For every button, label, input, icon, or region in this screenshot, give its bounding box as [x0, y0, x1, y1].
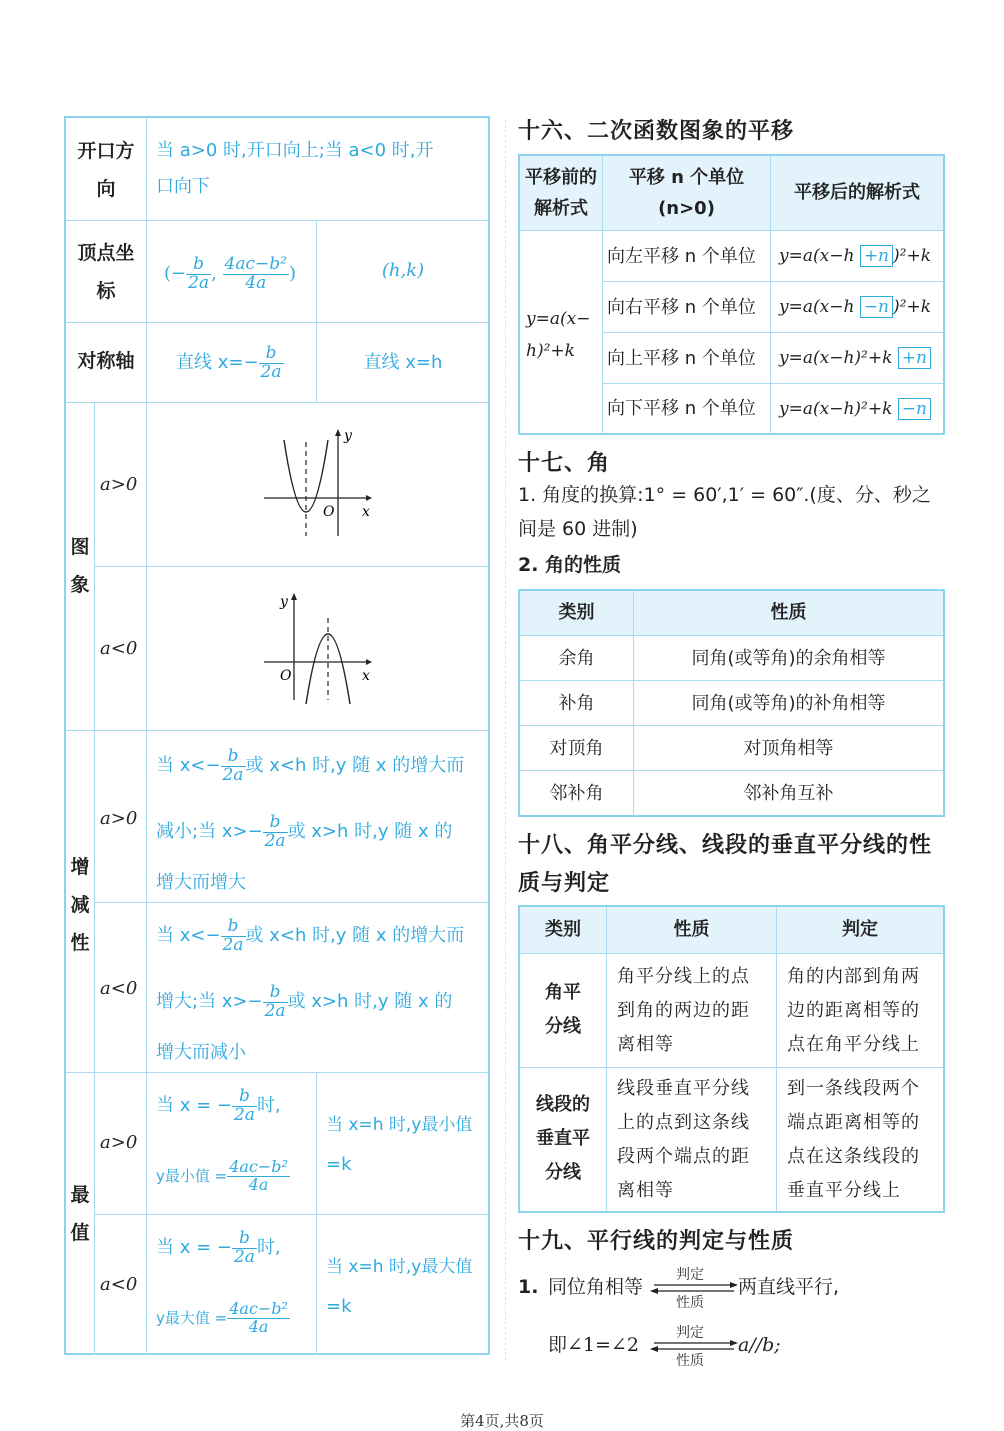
sec19-line2-left: 即∠1=∠2: [548, 1334, 639, 1356]
y-arrow: [291, 593, 297, 600]
arrow-head: [650, 1346, 658, 1352]
sec19-line2-right: a//b;: [738, 1334, 781, 1356]
arrow-head: [730, 1340, 738, 1346]
move-right: 向右平移 n 个单位: [602, 281, 770, 332]
prop-adjacent: 邻补角互补: [633, 770, 943, 815]
y-label: y: [344, 428, 352, 444]
ext-cond-neg: a<0: [100, 1274, 138, 1295]
arrow-head: [730, 1282, 738, 1288]
row-divider: [94, 902, 490, 903]
row-divider: [66, 1072, 490, 1073]
sec19-item1-left: 同位角相等: [548, 1276, 644, 1298]
bisector-table: [518, 905, 945, 1213]
opening-text-2: 口向下: [156, 176, 210, 197]
judge-perpendicular-bisector: 到一条线段两个 端点距离相等的 点在这条线段的 垂直平分线上: [776, 1067, 943, 1211]
row-divider: [66, 322, 490, 323]
th-after: 平移后的解析式: [770, 156, 943, 230]
type-adjacent: 邻补角: [520, 770, 633, 815]
move-left: 向左平移 n 个单位: [602, 230, 770, 281]
axis-label: 对称轴: [77, 350, 135, 372]
result-left: y=a(x−h +n )²+k: [770, 230, 943, 281]
prop-perpendicular-bisector: 线段垂直平分线 上的点到这条线 段两个端点的距 离相等: [606, 1067, 776, 1211]
x-label: x: [362, 668, 370, 684]
result-down: y=a(x−h)²+k −n: [770, 383, 943, 433]
col-divider: [316, 1072, 317, 1355]
y-label: y: [280, 594, 288, 610]
th-shift: 平移 n 个单位 (n>0): [602, 156, 770, 230]
row-divider: [94, 1214, 490, 1215]
arrow-top-label-2: 判定: [676, 1325, 704, 1341]
quadratic-properties-table: [64, 116, 490, 1355]
page-number: 第4页,共8页: [460, 1412, 544, 1430]
ext-pos-right-1: 当 x=h 时,y最小值: [326, 1115, 473, 1135]
type-vertical: 对顶角: [520, 725, 633, 770]
opening-label: 开口方向: [77, 140, 135, 200]
type-supplementary: 补角: [520, 680, 633, 725]
th-before: 平移前的 解析式: [520, 156, 602, 230]
result-up: y=a(x−h)²+k +n: [770, 332, 943, 383]
sec16-title: 十六、二次函数图象的平移: [518, 119, 795, 144]
type-complementary: 余角: [520, 635, 633, 680]
prop-complementary: 同角(或等角)的余角相等: [633, 635, 943, 680]
origin-label: O: [323, 504, 335, 520]
sec17-title: 十七、角: [518, 451, 611, 476]
ext-pos-l2: y最小值 = $\frac{\text{4ac−b²}}{4a}$: [156, 1157, 288, 1194]
row-divider: [94, 566, 490, 567]
angle-conversion-line1: 1. 角度的换算:1° = 60′,1′ = 60″.(度、分、秒之: [518, 484, 931, 506]
th-type: 类别: [520, 591, 633, 635]
opening-text-1: 当 a>0 时,开口向上;当 a<0 时,开: [156, 140, 434, 161]
ext-neg-l2: y最大值 = $\frac{\text{4ac−b²}}{4a}$: [156, 1299, 288, 1336]
sec19-item1-num: 1.: [518, 1276, 539, 1298]
col-divider: [94, 402, 95, 1355]
prop-supplementary: 同角(或等角)的补角相等: [633, 680, 943, 725]
x-arrow: [366, 495, 372, 501]
x-label: x: [362, 504, 370, 520]
axis-right: 直线 x=h: [363, 352, 443, 373]
sec18-title-2: 质与判定: [518, 871, 611, 896]
mono-neg-line1: 当 x<− $\frac{b}{2a}$ 或 x<h 时,y 随 x 的增大而: [156, 915, 465, 955]
judge-angle-bisector: 角的内部到角两 边的距离相等的 点在角平分线上: [776, 953, 943, 1067]
extreme-label: 最 值: [70, 1184, 90, 1244]
column-divider: [505, 120, 506, 1360]
mono-cond-pos: a>0: [100, 808, 138, 829]
axis-left: 直线 x=− $\frac{b}{2a}$: [176, 342, 282, 382]
th-judge: 判定: [776, 907, 943, 953]
type-perpendicular-bisector: 线段的 垂直平 分线: [520, 1067, 606, 1211]
monotonicity-label: 增 减 性: [70, 856, 90, 954]
move-down: 向下平移 n 个单位: [602, 383, 770, 433]
ext-cond-pos: a>0: [100, 1132, 138, 1153]
original-formula: y=a(x− h)²+k: [520, 230, 602, 433]
vertex-formula: (− $\frac{b}{2a}$ , $\frac{\text{4ac−b²}}{4a}$ ): [164, 253, 296, 293]
mono-neg-line2: 增大;当 x>− $\frac{b}{2a}$ 或 x>h 时,y 随 x 的: [156, 981, 453, 1021]
ext-neg-right-2: =k: [326, 1296, 352, 1317]
th-prop: 性质: [606, 907, 776, 953]
mono-neg-line3: 增大而减小: [156, 1042, 246, 1063]
angle-conversion-line2: 间是 60 进制): [518, 518, 638, 540]
downward-parabola-graph: [256, 588, 386, 708]
result-right: y=a(x−h −n )²+k: [770, 281, 943, 332]
arrow-head: [650, 1288, 658, 1294]
sec19-title: 十九、平行线的判定与性质: [518, 1229, 795, 1254]
prop-angle-bisector: 角平分线上的点 到角的两边的距 离相等: [606, 953, 776, 1067]
mono-pos-line2: 减小;当 x>− $\frac{b}{2a}$ 或 x>h 时,y 随 x 的: [156, 811, 453, 851]
th-prop: 性质: [633, 591, 943, 635]
parabola-curve: [284, 440, 328, 512]
sec19-item1-right: 两直线平行,: [738, 1276, 840, 1298]
row-divider: [66, 220, 490, 221]
ext-neg-l1: 当 x = − $\frac{b}{2a}$ 时,: [156, 1227, 281, 1267]
upward-parabola-graph: [256, 424, 386, 544]
arrow-bottom-label-1: 性质: [676, 1295, 704, 1311]
th-type: 类别: [520, 907, 606, 953]
row-divider: [66, 730, 490, 731]
ext-pos-right-2: =k: [326, 1154, 352, 1175]
vertex-label: 顶点坐标: [77, 242, 135, 302]
row-divider: [66, 402, 490, 403]
prop-vertical: 对顶角相等: [633, 725, 943, 770]
y-arrow: [335, 429, 341, 436]
translation-table: [518, 154, 945, 435]
vertex-hk: (h,k): [381, 260, 425, 281]
arrow-top-label-1: 判定: [676, 1267, 704, 1283]
mono-pos-line3: 增大而增大: [156, 872, 246, 893]
move-up: 向上平移 n 个单位: [602, 332, 770, 383]
graph-label: 图 象: [70, 536, 90, 596]
graph-cond-pos: a>0: [100, 474, 138, 495]
ext-neg-right-1: 当 x=h 时,y最大值: [326, 1257, 473, 1277]
graph-cond-neg: a<0: [100, 638, 138, 659]
col-divider: [146, 118, 147, 1355]
mono-pos-line1: 当 x<− $\frac{b}{2a}$ 或 x<h 时,y 随 x 的增大而: [156, 745, 465, 785]
x-arrow: [366, 659, 372, 665]
type-angle-bisector: 角平 分线: [520, 953, 606, 1067]
origin-label: O: [280, 668, 292, 684]
mono-cond-neg: a<0: [100, 978, 138, 999]
arrow-bottom-label-2: 性质: [676, 1353, 704, 1369]
sec18-title-1: 十八、角平分线、线段的垂直平分线的性: [518, 833, 933, 858]
angle-properties-table: [518, 589, 945, 817]
ext-pos-l1: 当 x = − $\frac{b}{2a}$ 时,: [156, 1085, 281, 1125]
angle-properties-heading: 2. 角的性质: [518, 554, 622, 576]
